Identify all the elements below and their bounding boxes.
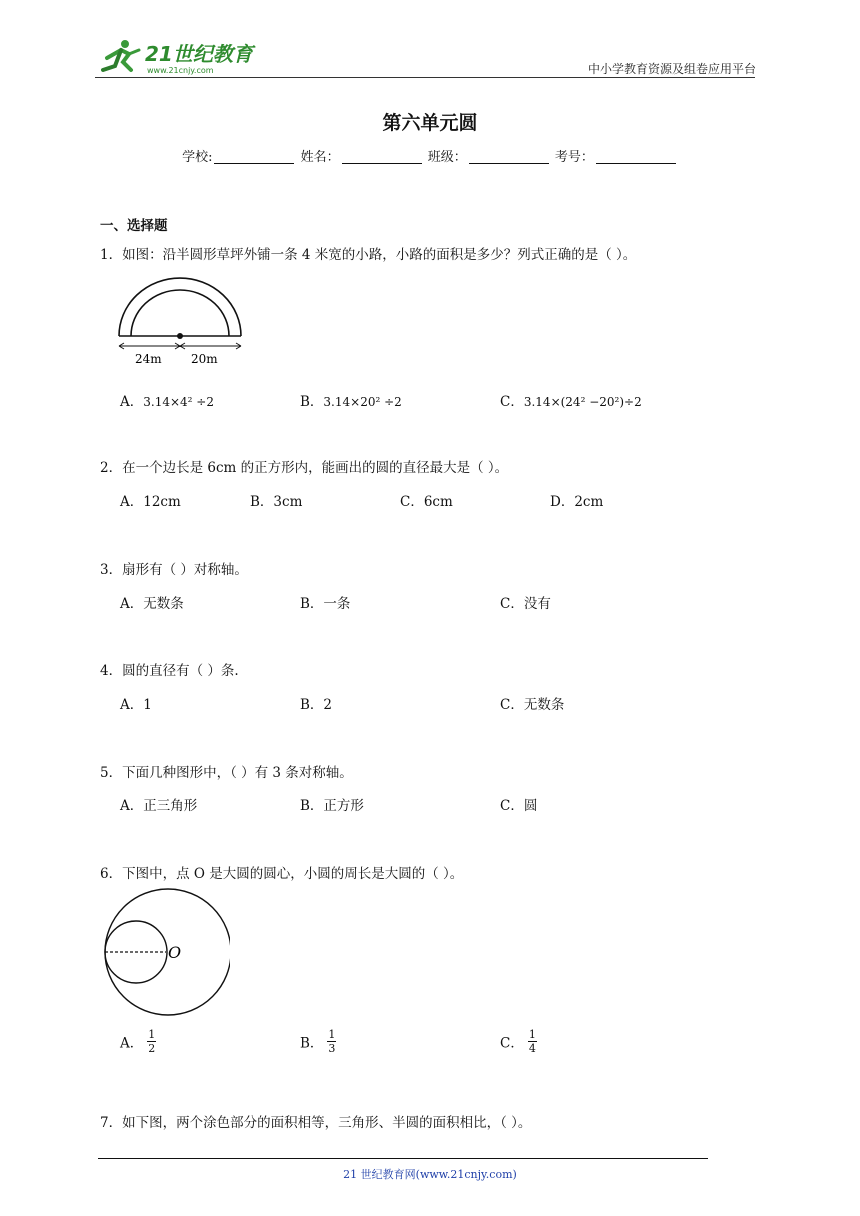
school-blank[interactable]: [214, 149, 294, 164]
site-logo: [95, 36, 265, 78]
q4-option-c[interactable]: C．无数条: [500, 697, 565, 713]
runner-icon: [103, 40, 139, 70]
label-20m: 20m: [191, 352, 218, 366]
q6-option-c[interactable]: C． $\frac{1}{4}$: [500, 1028, 536, 1055]
q1-option-b[interactable]: B．3.14×20² ÷2: [300, 394, 402, 410]
question-6-stem: 6．下图中，点 O 是大圆的圆心，小圆的周长是大圆的（ ）。: [100, 866, 464, 882]
q1-option-c[interactable]: C．3.14×(24² −20²)÷2: [500, 394, 642, 410]
header-divider: [95, 77, 755, 78]
q5-option-c[interactable]: C．圆: [500, 798, 538, 814]
q2-option-a[interactable]: A．12cm: [120, 494, 181, 510]
q2-option-b[interactable]: B．3cm: [250, 494, 303, 510]
student-info-row: [0, 146, 860, 165]
question-5-stem: 5．下面几种图形中，（ ）有 3 条对称轴。: [100, 765, 353, 781]
question-4-stem: 4．圆的直径有（ ）条.: [100, 663, 239, 679]
question-7-stem: 7．如下图，两个涂色部分的面积相等，三角形、半圆的面积相比，（ ）。: [100, 1115, 532, 1131]
name-blank[interactable]: [342, 149, 422, 164]
exam-no-blank[interactable]: [596, 149, 676, 164]
page-title: 第六单元圆: [382, 112, 478, 134]
q4-option-b[interactable]: B．2: [300, 697, 333, 713]
section-heading: 一、选择题: [100, 218, 168, 234]
name-label: 姓名：: [300, 150, 340, 165]
question-2-stem: 2．在一个边长是 6cm 的正方形内，能画出的圆的直径最大是（ ）。: [100, 460, 509, 476]
label-24m: 24m: [135, 352, 162, 366]
q3-option-b[interactable]: B．一条: [300, 596, 351, 612]
q6-option-a[interactable]: A． $\frac{1}{2}$: [120, 1028, 156, 1055]
svg-text:www.21cnjy.com: www.21cnjy.com: [147, 66, 214, 75]
q3-option-a[interactable]: A．无数条: [120, 596, 184, 612]
q6-option-b[interactable]: B． $\frac{1}{3}$: [300, 1028, 336, 1055]
center-label-o: O: [168, 943, 182, 962]
q5-option-a[interactable]: A．正三角形: [120, 798, 198, 814]
q5-option-b[interactable]: B．正方形: [300, 798, 364, 814]
q4-option-a[interactable]: A．1: [120, 697, 152, 713]
class-blank[interactable]: [469, 149, 549, 164]
q2-option-d[interactable]: D．2cm: [550, 494, 604, 510]
q3-option-c[interactable]: C．没有: [500, 596, 551, 612]
question-1-stem: 1．如图：沿半圆形草坪外铺一条 4 米宽的小路，小路的面积是多少？列式正确的是（ ）。: [100, 247, 637, 263]
school-label: 学校:: [182, 150, 213, 165]
question-3-stem: 3．扇形有（ ）对称轴。: [100, 562, 248, 578]
circles-figure: [100, 886, 230, 1018]
semicircle-path-figure: [113, 276, 248, 368]
q1-option-a[interactable]: A．3.14×4² ÷2: [120, 394, 214, 410]
svg-text:21世纪教育: 21世纪教育: [145, 42, 253, 66]
class-label: 班级：: [427, 150, 467, 165]
exam-no-label: 考号：: [554, 150, 594, 165]
footer-divider: [98, 1158, 708, 1159]
q2-option-c[interactable]: C．6cm: [400, 494, 453, 510]
platform-name: 中小学教育资源及组卷应用平台: [587, 62, 756, 76]
footer-text[interactable]: 21 世纪教育网(www.21cnjy.com): [343, 1168, 517, 1181]
